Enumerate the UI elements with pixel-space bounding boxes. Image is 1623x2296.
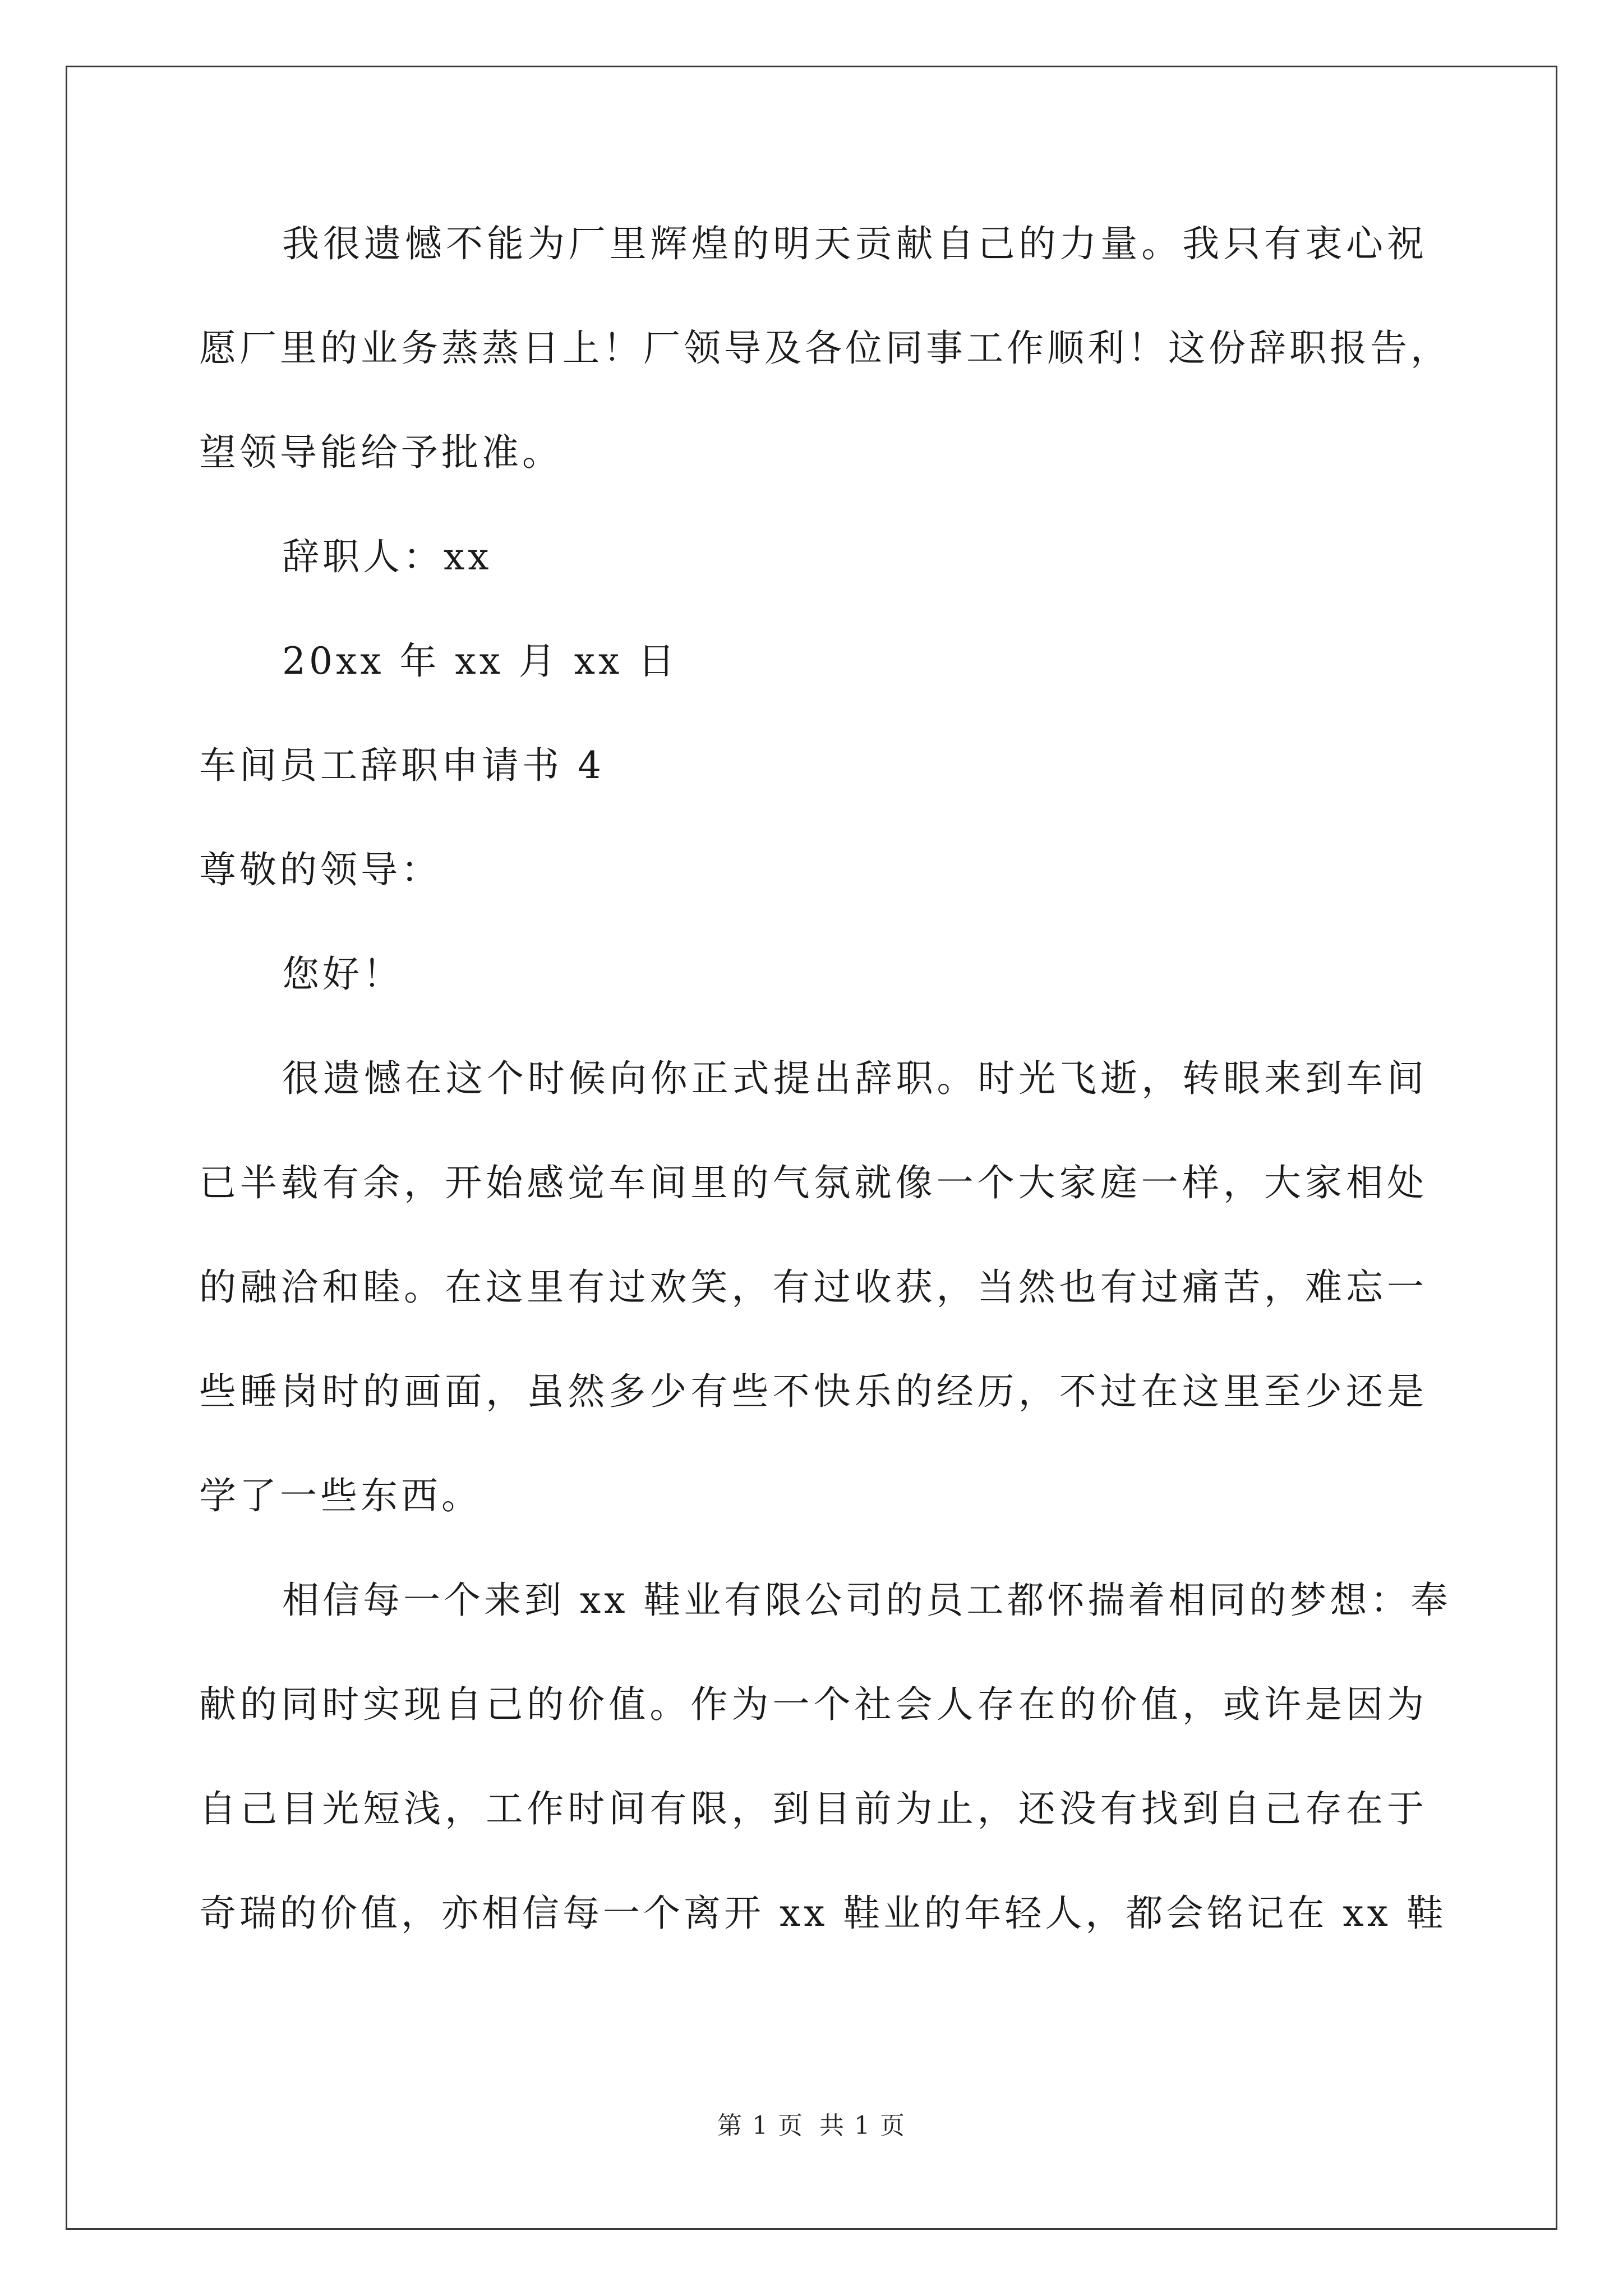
salutation: 尊敬的领导：: [199, 848, 441, 891]
paragraph-line: 的融洽和睦。在这里有过欢笑，有过收获，当然也有过痛苦，难忘一: [199, 1266, 1427, 1309]
paragraph-line: 望领导能给予批准。: [199, 431, 562, 474]
page-footer: [0, 2109, 1623, 2143]
paragraph-line: 愿厂里的业务蒸蒸日上！厂领导及各位同事工作顺利！这份辞职报告，: [199, 326, 1451, 370]
greeting: 您好！: [282, 953, 403, 996]
paragraph-line: 相信每一个来到 xx 鞋业有限公司的员工都怀揣着相同的梦想：奉: [282, 1579, 1451, 1622]
section-title: 车间员工辞职申请书 4: [199, 744, 605, 787]
paragraph-line: 献的同时实现自己的价值。作为一个社会人存在的价值，或许是因为: [199, 1683, 1427, 1726]
paragraph-line: 自己目光短浅，工作时间有限，到目前为止，还没有找到自己存在于: [199, 1787, 1427, 1830]
paragraph-line: 已半载有余，开始感觉车间里的气氛就像一个大家庭一样，大家相处: [199, 1161, 1427, 1204]
paragraph-line: 学了一些东西。: [199, 1474, 482, 1517]
paragraph-line: 我很遗憾不能为厂里辉煌的明天贡献自己的力量。我只有衷心祝: [282, 222, 1427, 265]
signature-line: 辞职人：xx: [282, 535, 492, 578]
page-number: 第 1 页: [717, 2111, 804, 2140]
paragraph-line: 很遗憾在这个时候向你正式提出辞职。时光飞逝，转眼来到车间: [282, 1057, 1427, 1100]
date-line: 20xx 年 xx 月 xx 日: [282, 639, 679, 683]
paragraph-line: 些睡岗时的画面，虽然多少有些不快乐的经历，不过在这里至少还是: [199, 1370, 1427, 1413]
page-total: 共 1 页: [819, 2111, 906, 2140]
paragraph-line: 奇瑞的价值，亦相信每一个离开 xx 鞋业的年轻人，都会铭记在 xx 鞋: [199, 1892, 1447, 1935]
